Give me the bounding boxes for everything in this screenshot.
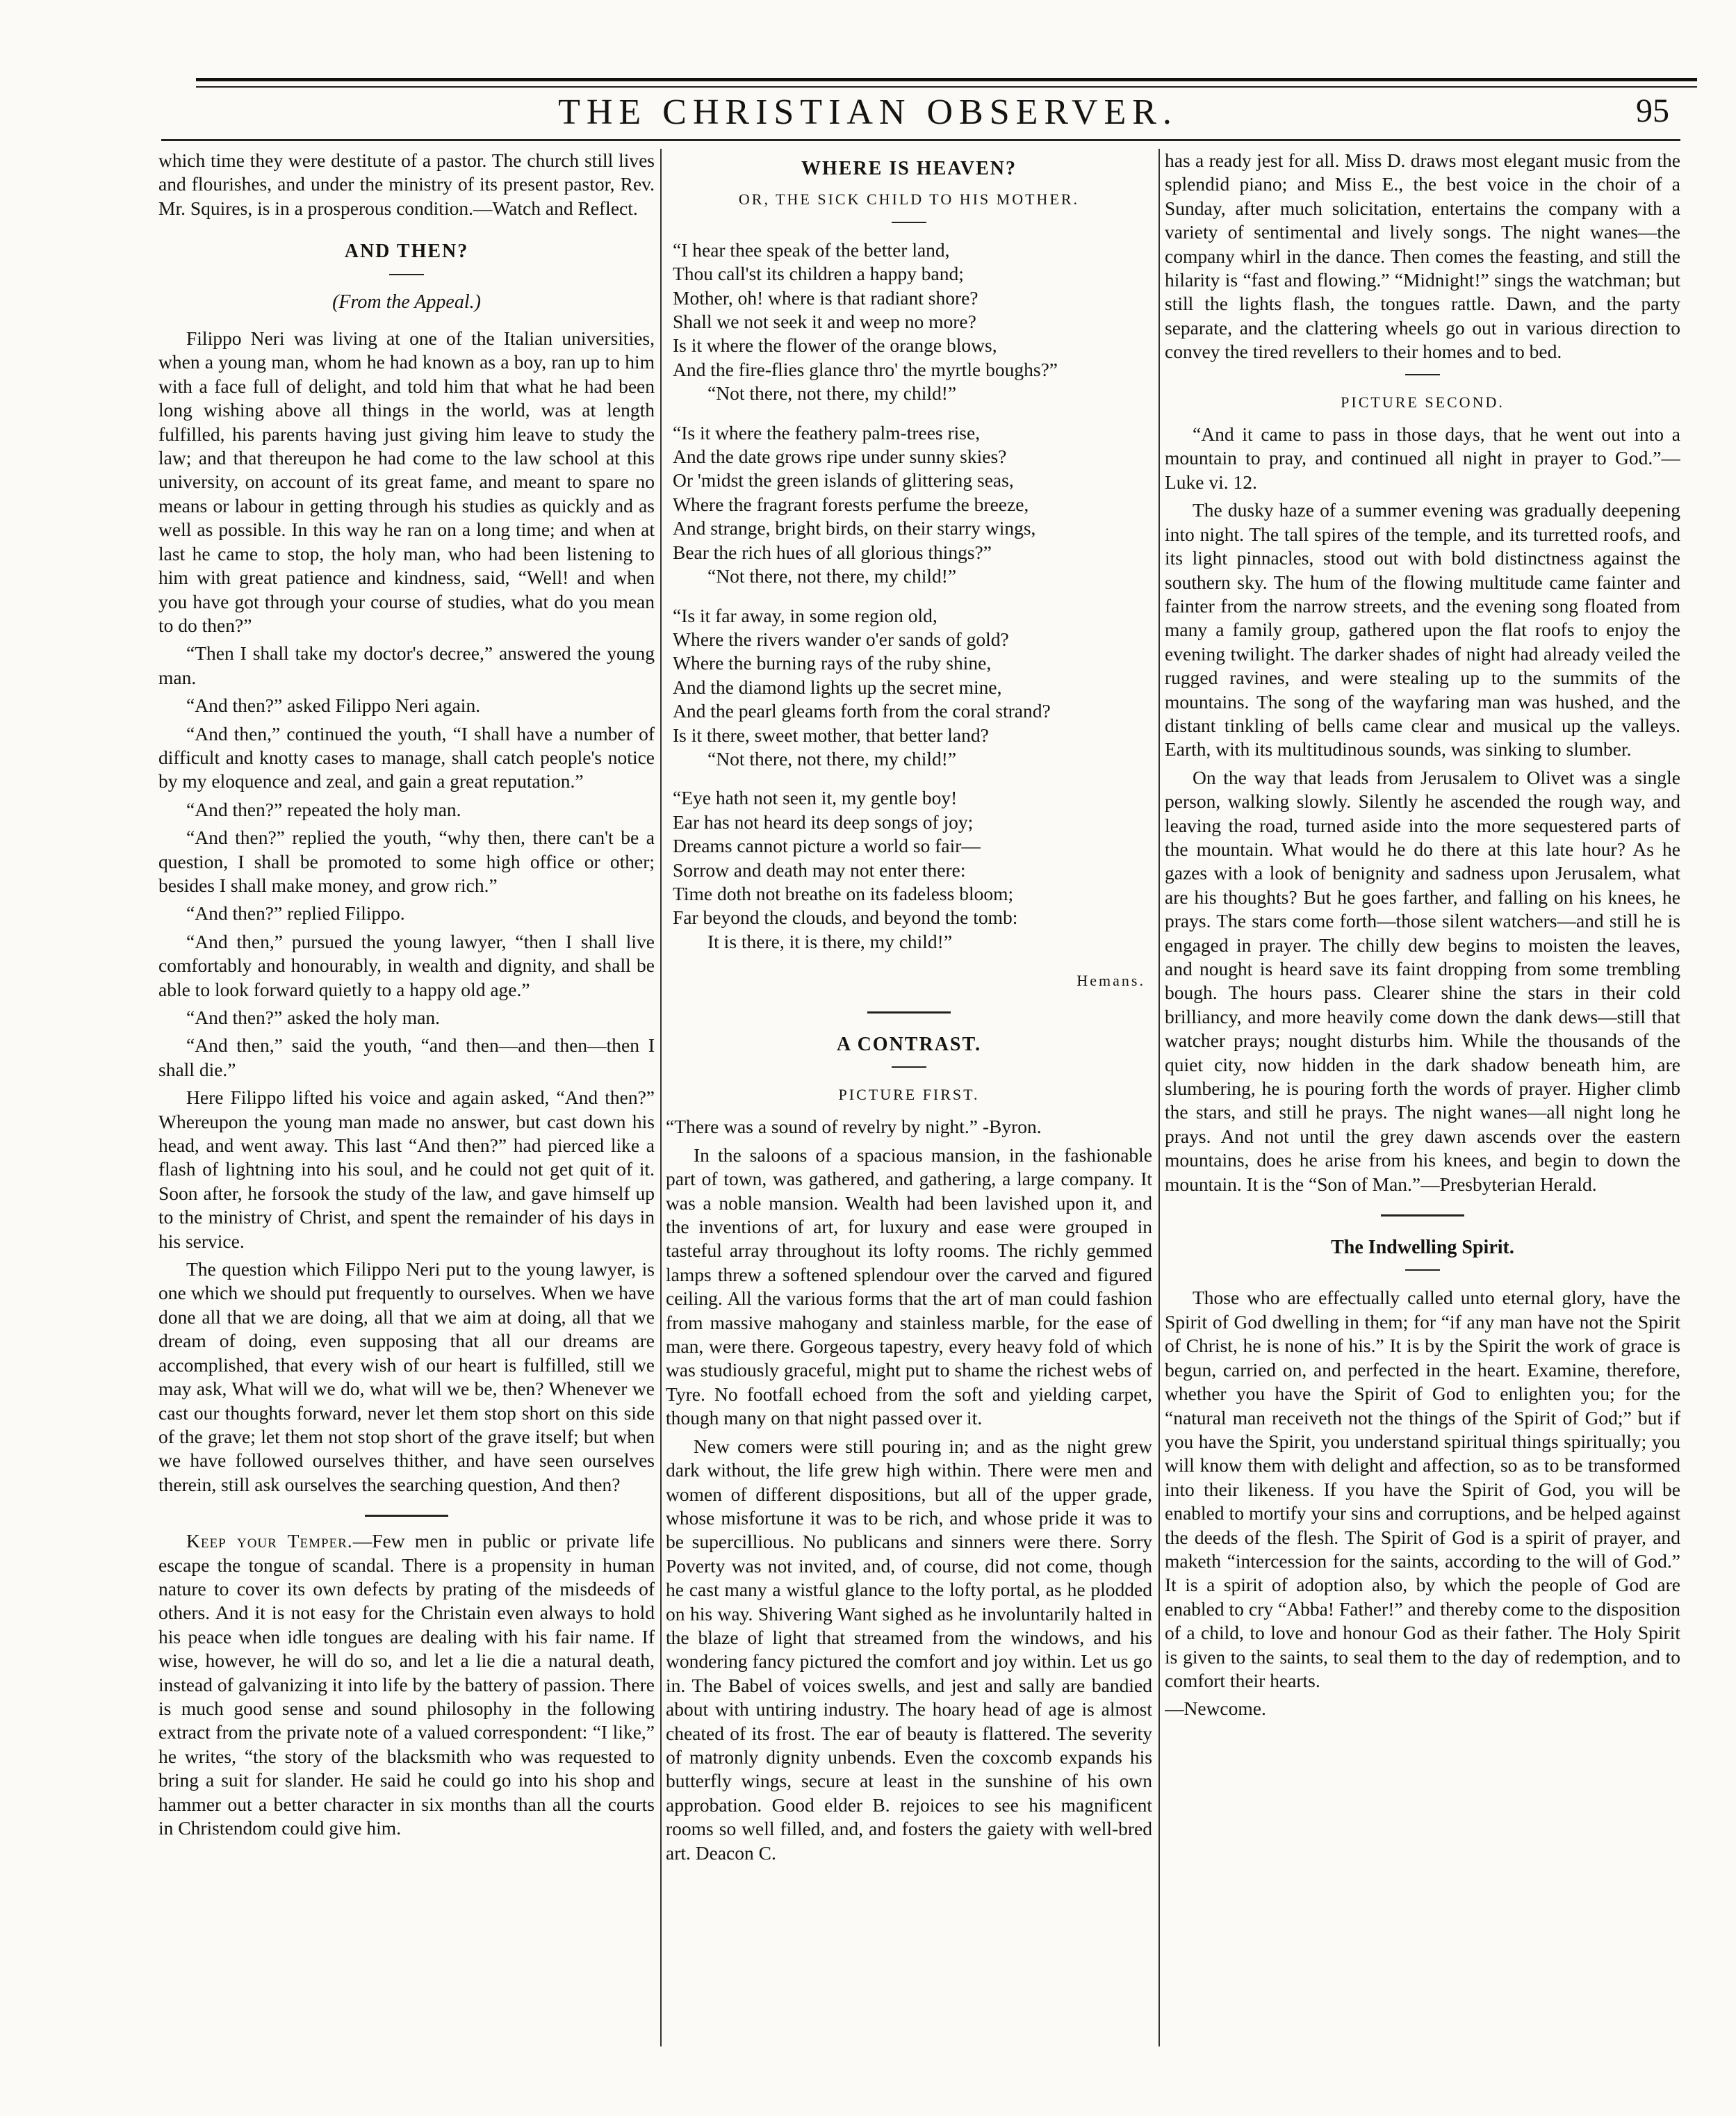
epigraph: “And it came to pass in those days, that he went out into a mountain to pray, and continued all night in prayer to God.”—Luke vi. 12. (1165, 423, 1680, 493)
poem-line: Far beyond the clouds, and beyond the tomb: (673, 906, 1018, 929)
poem-line: “Eye hath not seen it, my gentle boy! (673, 787, 958, 809)
poem-line: “Is it where the feathery palm-trees rise, (673, 421, 981, 443)
section-subtitle: PICTURE FIRST. (838, 1086, 980, 1103)
poem-line: And strange, bright birds, on their starry wings, (673, 517, 1036, 539)
paragraph: The dusky haze of a summer evening was gradually deepening into night. The tall spires of the temple, and its turretted roofs, and its light pinnacles, stood out with bold distinctness against the southern sky. The hum of the flowing multitude came fainter and fainter from the narrow streets, and the evening song floated from many a family group, gathered upon the flat roofs to enjoy the evening twilight. The darker shades of night had already veiled the rugged ravines, and were stealing up to the summits of the mountains. The song of the wayfaring man was hushed, and the distant tinkling of bells came clear and musical up the valleys. Earth, with its multitudinous sounds, was sinking to slumber. (1165, 499, 1680, 760)
poem-refrain: It is there, it is there, my child!” (707, 930, 953, 952)
poem-line: Or 'midst the green islands of glittering seas, (673, 469, 1014, 491)
paragraph: “And then?” asked Filippo Neri again. (186, 694, 481, 717)
poem-line: Bear the rich hues of all glorious things?” (673, 541, 992, 563)
poem-line: Shall we not seek it and weep no more? (673, 311, 976, 333)
paragraph: “And then?” replied the youth, “why then, there can't be a question, I shall be promoted to some high office or other; besides I shall make money, and grow rich.” (158, 827, 655, 896)
paragraph: New comers were still pouring in; and as the night grew dark without, the life grew high within. There were men and women of different dispositions, but all of the upper grade, whose misfortune it was to be rich, and whose pride it was to be supercillious. No publicans and sinners were there. Sorry Poverty was not invited, and, of course, did not come, though he cast many a wistful glance to the lofty portal, as he plodded on his way. Shivering Want sighed as he involuntarily halted in the blaze of light that streamed from the windows, and his wondering fancy pictured the comfort and joy within. Let us go in. The Babel of voices swells, and jest and sally are bandied about with untiring industry. The hoary head of age is almost cheated of its frost. The ear of beauty is flattered. The severity of matronly dignity unbends. Even the coxcomb expands his butterfly wings, secure at least in the sunshine of his own approbation. Good elder B. rejoices to see his magnificent rooms so well filled, and, and fosters the gaiety with well-bred art. Deacon C. (666, 1435, 1152, 1864)
poem-line: Ear has not heard its deep songs of joy; (673, 811, 974, 833)
poem-line: Thou call'st its children a happy band; (673, 263, 964, 285)
poem-line: And the diamond lights up the secret mine, (673, 676, 1002, 698)
poem-line: Where the rivers wander o'er sands of gold? (673, 628, 1009, 650)
poem-line: Sorrow and death may not enter there: (673, 858, 966, 881)
separator (1405, 1269, 1440, 1271)
paragraph-keep-your-temper (158, 1529, 655, 1840)
lead-in: Keep your Temper. (186, 1530, 353, 1552)
poem-line: And the date grows ripe under sunny skies? (673, 446, 1007, 468)
poem-line: “I hear thee speak of the better land, (673, 238, 950, 261)
poem-line: Where the burning rays of the ruby shine, (673, 652, 992, 674)
paragraph-text: —Few men in public or private life escape the tongue of scandal. There is a propensity in human nature to cover its own defects by prating of the misdeeds of others. And it is not easy for the Christain even always to hold his peace when idle tongues are dealing with his fair name. If wise, however, he will do so, and let a lie die a natural death, instead of galvanizing it into life by the battery of passion. There is much good sense and sound philosophy in the following extract from the private note of a valued correspondent: “I like,” he writes, “the story of the blacksmith who was requested to bring a suit for slander. He said he could go into his shop and hammer out a better character in six months than all the courts in Christendom could give him. (158, 1530, 655, 1839)
paragraph: “And then,” said the youth, “and then—and then—then I shall die.” (158, 1034, 655, 1080)
separator (389, 274, 424, 275)
masthead (0, 92, 1736, 142)
poem-line: Is it where the flower of the orange blows, (673, 334, 997, 357)
article-author: —Newcome. (1165, 1698, 1266, 1720)
continued-paragraph: has a ready jest for all. Miss D. draws most elegant music from the splendid piano; and Miss E., the best voice in the choir of a Sunday, after much solicitation, entertains the company with a variety of sentimental and lively songs. The night wanes—the company whirl in the dance. Then comes the feasting, and still the hilarity is “fast and flowing.” “Midnight!” sings the watchman; but still the lights flash, the tongues rattle. Dawn, and the party separate, and the clattering wheels go out in various direction to convey the tired revellers to their homes and to bed. (1165, 149, 1680, 363)
section-subtitle: PICTURE SECOND. (1341, 393, 1505, 411)
paragraph: “And then?” repeated the holy man. (186, 798, 461, 820)
poem-stanza (673, 786, 1152, 954)
poem-refrain: “Not there, not there, my child!” (707, 382, 957, 405)
poem-line: Where the fragrant forests perfume the breeze, (673, 493, 1029, 515)
poem-refrain: “Not there, not there, my child!” (707, 565, 957, 587)
article-title: The Indwelling Spirit. (1331, 1237, 1514, 1259)
newspaper-title: THE CHRISTIAN OBSERVER. (558, 92, 1178, 132)
separator (892, 1066, 926, 1068)
poem-line: And the fire-flies glance thro' the myrtle boughs?” (673, 358, 1058, 380)
epigraph: “There was a sound of revelry by night.” -Byron. (666, 1116, 1042, 1138)
top-rule (196, 78, 1697, 81)
column-right (1165, 149, 1680, 2040)
paragraph: The question which Filippo Neri put to the young lawyer, is one which we should put frequently to ourselves. When we have done all that we are doing, all that we aim at doing, all that we dream of doing, even supposing that all our dreams are accomplished, that every wish of our heart is fulfilled, still we may ask, What will we do, what will we be, then? Whenever we cast our thoughts forward, never let them stop short on this side of the grave; let them not stop short of the grave itself; but when we have followed ourselves thither, and have seen ourselves therein, still ask ourselves the searching question, And then? (158, 1258, 655, 1495)
article-title: A CONTRAST. (836, 1033, 982, 1055)
paragraph: Those who are effectually called unto eternal glory, have the Spirit of God dwelling in them; for “if any man have not the Spirit of Christ, he is none of his.” It is by the Spirit the work of grace is begun, carried on, and perfected in the heart. Examine, therefore, whether you have the Spirit of God to enlighten you; for the “natural man receiveth not the things of the Spirit of God;” but if you have the Spirit, you understand spiritual things spiritually; you will know them with delight and affection, so as to be transformed into their likeness. If you have the Spirit of God, you will be enabled to mortify your sins and corruptions, and be helped against the deeds of the flesh. The Spirit of God is a spirit of prayer, and maketh “intercession for the saints, according to the will of God.” It is a spirit of adoption also, by which the people of God are enabled to cry “Abba! Father!” and thereby come to the disposition of a child, to love and honour God as their father. The Holy Spirit is given to the saints, to seal them to the day of redemption, and to comfort their hearts. (1165, 1287, 1680, 1691)
paragraph: Filippo Neri was living at one of the Italian universities, when a young man, whom he had known as a boy, ran up to him with a face full of delight, and told him that what he had been long wishing above all things in the world, was at length fulfilled, his parents having just giving him leave to study the law; and that thereupon he had come to the law school at this university, on account of its great fame, and meant to spare no means or labour in getting through his studies as quickly and as well as possible. In this way he ran on a long time; and when at last he came to stop, the holy man, who had been listening to him with great patience and kindness, said, “Well! and when you have got through your course of studies, what do you mean to do then?” (158, 327, 655, 636)
separator (1405, 374, 1440, 375)
poem-stanza (673, 238, 1152, 406)
poem-subtitle: OR, THE SICK CHILD TO HIS MOTHER. (738, 190, 1080, 209)
article-title: AND THEN? (344, 241, 469, 263)
masthead-rule (161, 139, 1680, 141)
poem-line: Time doth not breathe on its fadeless bloom; (673, 882, 1014, 904)
paragraph: “And then?” asked the holy man. (186, 1007, 441, 1028)
paragraph: Here Filippo lifted his voice and again asked, “And then?” Whereupon the young man made no answer, but cast down his head, and went away. This last “And then?” had pierced like a flash of lightning into his soul, and he could not get quit of it. Soon after, he forsook the study of the law, and gave himself up to the ministry of Christ, and spent the remainder of his days in his service. (158, 1087, 655, 1252)
poem-line: Dreams cannot picture a world so fair— (673, 835, 981, 857)
separator (867, 1011, 951, 1014)
poem-title: WHERE IS HEAVEN? (801, 158, 1017, 179)
poem-line: Mother, oh! where is that radiant shore? (673, 286, 978, 309)
column-left (158, 149, 655, 2040)
column-divider (1158, 149, 1160, 2046)
paragraph: “And then?” replied Filippo. (186, 902, 405, 925)
poem-author: Hemans. (1076, 972, 1145, 990)
poem-refrain: “Not there, not there, my child!” (707, 747, 957, 770)
separator (892, 222, 926, 223)
article-source: (From the Appeal.) (332, 291, 481, 313)
column-divider (660, 149, 662, 2046)
poem-stanza (673, 604, 1152, 772)
intro-paragraph: which time they were destitute of a pastor. The church still lives and flourishes, and under the ministry of its present pastor, Rev. Mr. Squires, is in a prosperous condition.—Watch and Reflect. (158, 149, 655, 219)
paragraph: On the way that leads from Jerusalem to Olivet was a single person, walking slowly. Silently he ascended the rough way, and leaving the road, turned aside into the more sequestered parts of the mountain. What would he do there at this late hour? As he gazes with a look of benignity and sadness upon Jerusalem, what are his thoughts? But he goes farther, and falling on his knees, he prays. The stars come forth—those silent watchers—and still he is engaged in prayer. The chilly dew begins to moisten the leaves, and nought is heard save its faint dropping from some trembling bough. The hours pass. Clearer shine the stars in their cold brilliancy, and more heavily come down the dank dews—still that watcher prays; nought disturbs him. While the thousands of the quiet city, now hidden in the dark shadow beneath him, are slumbering, he is pouring forth the words of prayer. Higher climb the stars, and still he prays. The night wanes—all night long he prays. And not until the grey dawn ascends over the eastern mountains, does he arise from his knees, and begin to down the mountain. It is the “Son of Man.”—Presbyterian Herald. (1165, 766, 1680, 1195)
separator (365, 1515, 448, 1517)
poem-stanza (673, 421, 1152, 589)
top-rule-thin (196, 86, 1697, 88)
column-middle (666, 149, 1152, 2040)
paragraph: “And then,” pursued the young lawyer, “then I shall live comfortably and honourably, in wealth and dignity, and shall be able to look forward quietly to a happy old age.” (158, 930, 655, 1000)
paragraph: “And then,” continued the youth, “I shall have a number of difficult and knotty cases to manage, shall catch people's notice by my eloquence and zeal, and gain a great reputation.” (158, 722, 655, 792)
poem-line: And the pearl gleams forth from the coral strand? (673, 700, 1051, 722)
paragraph: “Then I shall take my doctor's decree,” answered the young man. (158, 642, 655, 688)
paragraph: In the saloons of a spacious mansion, in the fashionable part of town, was gathered, and gathering, a large company. It was a noble mansion. Wealth had been lavished upon it, and the inventions of art, for luxury and ease were grouped in tasteful array throughout its lofty rooms. The richly gemmed lamps threw a softened splendour over the carved and figured ceiling. All the various forms that the art of man could fashion from massive mahogany and stainless marble, for the ease of man, were there. Gorgeous tapestry, every heavy fold of which was studiously graceful, might put to shame the richest webs of Tyre. No footfall echoed from the soft and yielding carpet, though many on that night passed over it. (666, 1144, 1152, 1429)
poem-line: “Is it far away, in some region old, (673, 604, 937, 626)
poem-line: Is it there, sweet mother, that better land? (673, 724, 989, 746)
page-number: 95 (1636, 92, 1669, 129)
separator (1381, 1214, 1464, 1216)
